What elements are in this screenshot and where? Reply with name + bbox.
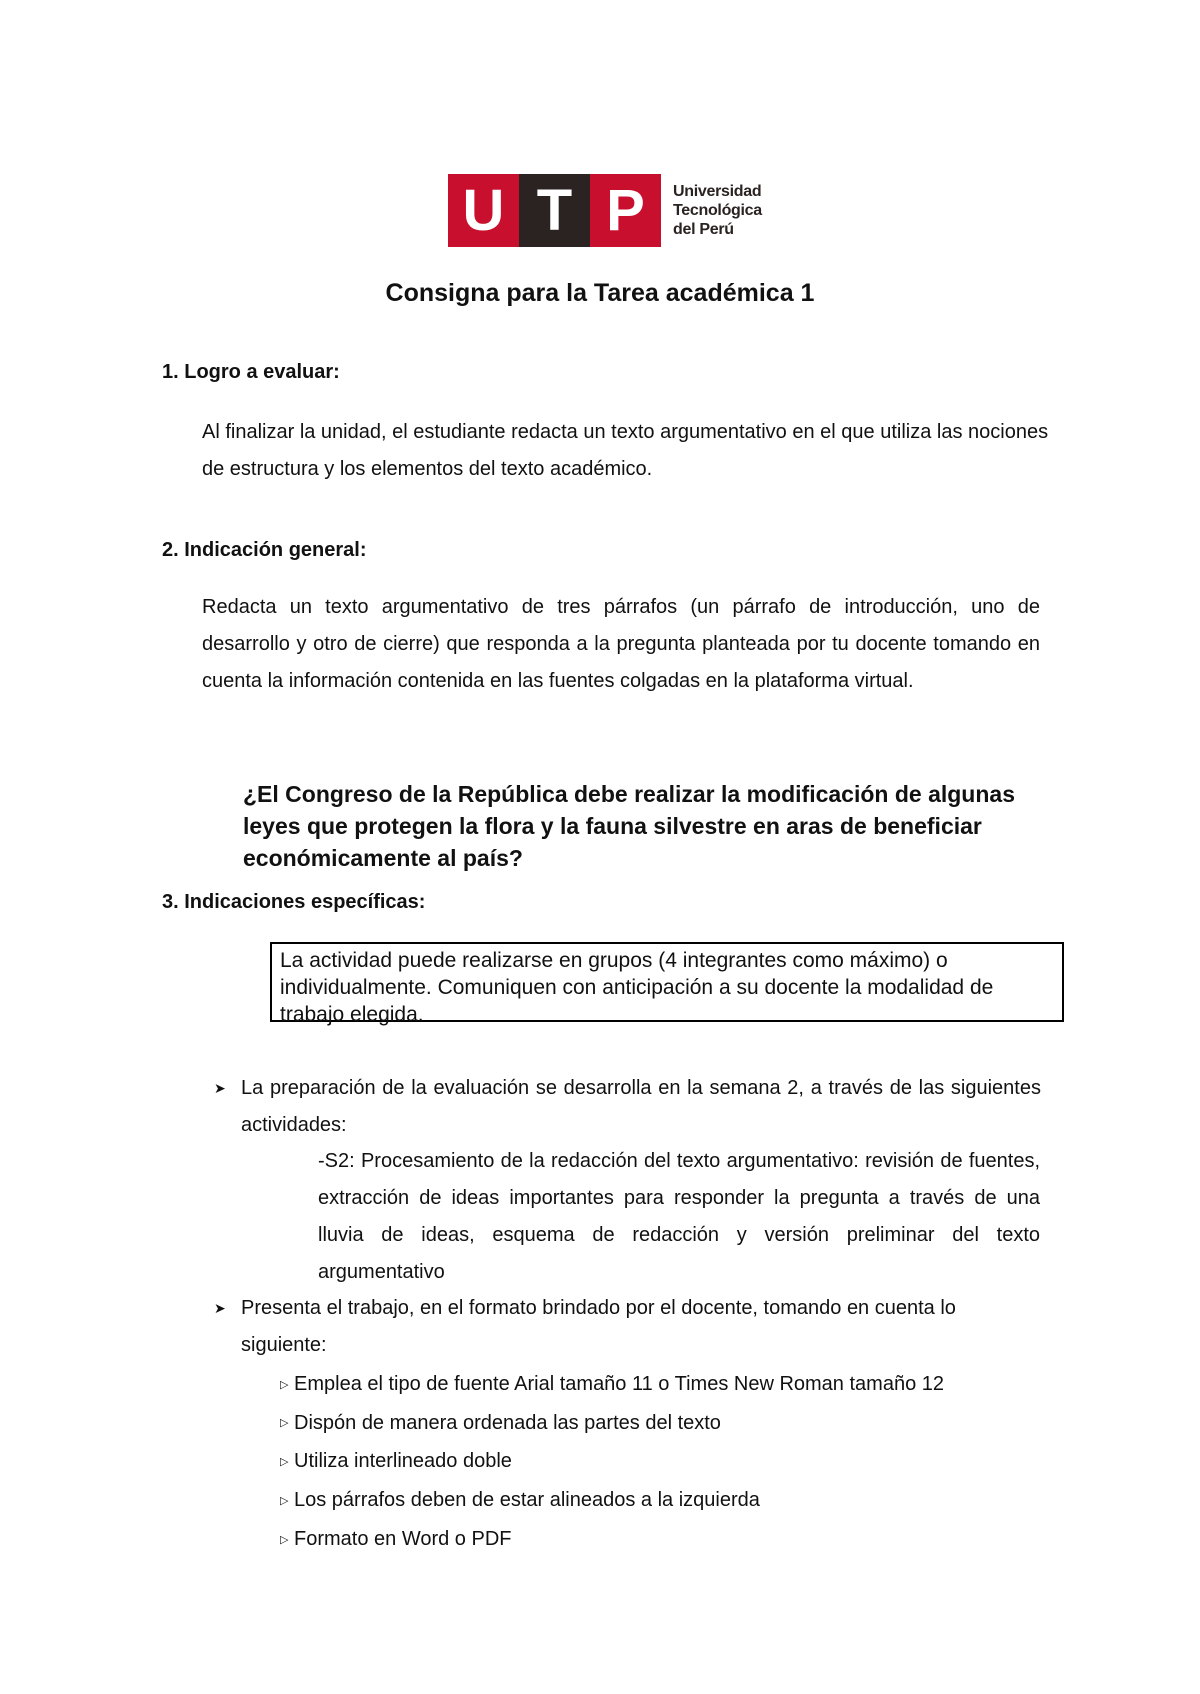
research-question: ¿El Congreso de la República debe realizar la modificación de algunas leyes que protegen la flora y la fauna silvestre en aras de beneficiar económicamente al país? [243,781,1015,871]
triangle-bullet-icon: ▷ [280,1533,289,1546]
group-note-box: La actividad puede realizarse en grupos (4 integrantes como máximo) o individualmente. Comuniquen con anticipación a su docente la modalidad de trabajo elegida. [270,942,1064,1022]
bullet-arrow-icon: ➤ [214,1300,226,1316]
list-item: ▷ Dispón de manera ordenada las partes del texto [280,1404,944,1443]
triangle-bullet-icon: ▷ [280,1456,289,1469]
utp-logo [448,174,762,247]
list-item: ▷ Utiliza interlineado doble [280,1442,944,1481]
triangle-bullet-icon: ▷ [280,1378,289,1391]
section-1-text: Al finalizar la unidad, el estudiante redacta un texto argumentativo en el que utiliza las nociones de estructura y los elementos del texto académico. [202,421,1049,480]
section-3-heading: 3. Indicaciones específicas: [162,891,426,913]
section-2-text: Redacta un texto argumentativo de tres párrafos (un párrafo de introducción, uno de desarrollo y otro de cierre) que responda a la pregunta planteada por tu docente tomando en cuenta la información contenida en las fuentes colgadas en la plataforma virtual. [202,596,1040,692]
activity-s2-text: -S2: Procesamiento de la redacción del texto argumentativo: revisión de fuentes, extracción de ideas importantes para responder la pregunta a través de una lluvia de ideas, esquema de redacción y versión preliminar del texto argumentativo [318,1150,1040,1283]
logo-letter-u: U [448,174,519,247]
section-1-heading: 1. Logro a evaluar: [162,361,340,383]
list-item: ▷ Los párrafos deben de estar alineados a la izquierda [280,1481,944,1520]
page-title: Consigna para la Tarea académica 1 [385,279,815,307]
logo-university-name [673,174,762,247]
list-item: ▷ Emplea el tipo de fuente Arial tamaño 11 o Times New Roman tamaño 12 [280,1365,944,1404]
bullet-format-text: Presenta el trabajo, en el formato brindado por el docente, tomando en cuenta lo siguiente: [241,1297,956,1356]
bullet-arrow-icon: ➤ [214,1080,226,1096]
logo-name-line-3: del Perú [673,221,734,238]
triangle-bullet-icon: ▷ [280,1494,289,1507]
list-item: ▷ Formato en Word o PDF [280,1520,944,1559]
logo-name-line-2: Tecnológica [673,202,762,219]
format-requirements-list [280,1365,944,1559]
section-2-heading: 2. Indicación general: [162,539,367,561]
logo-letter-p: P [590,174,661,247]
bullet-preparation-text: La preparación de la evaluación se desarrolla en la semana 2, a través de las siguientes actividades: [241,1077,1041,1136]
triangle-bullet-icon: ▷ [280,1417,289,1430]
logo-letter-t: T [519,174,590,247]
logo-name-line-1: Universidad [673,183,762,200]
